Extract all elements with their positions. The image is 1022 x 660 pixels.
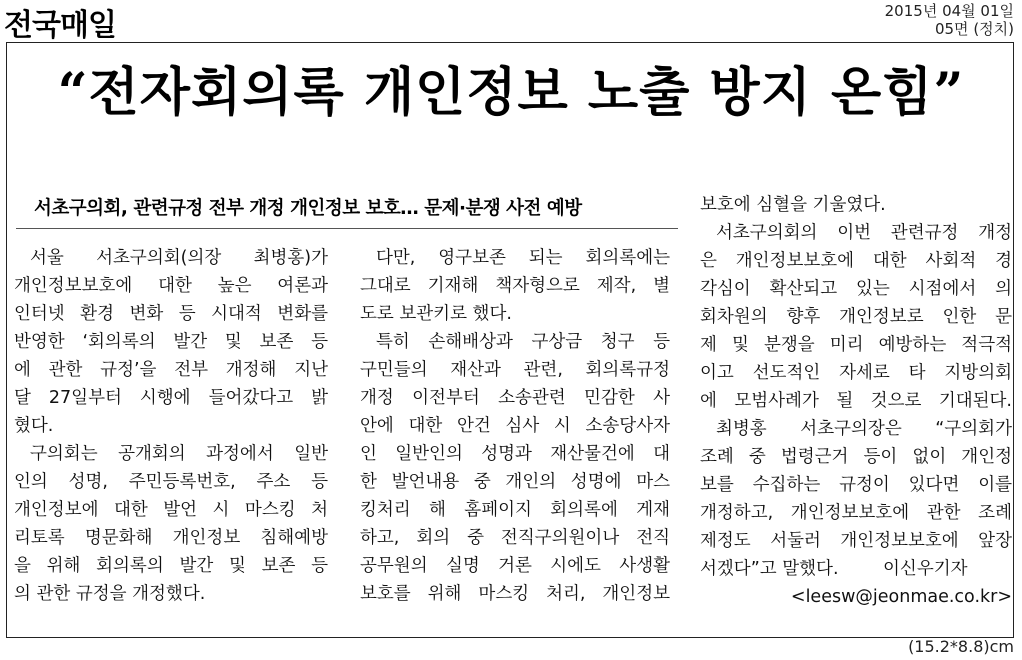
text-line: 서초구의회의 이번 관련규정 개정 xyxy=(716,223,1012,243)
text-line: 특히 손해배상과 구상금 청구 등 xyxy=(376,332,670,352)
text-line: 보를 수집하는 규정이 있다면 이를 xyxy=(700,475,1012,495)
article-size-note: (15.2*8.8)cm xyxy=(908,637,1014,656)
reporter-email: <leesw@jeonmae.co.kr> xyxy=(790,587,1012,607)
text-line: 하고, 회의 중 전직구의원이나 전직 xyxy=(360,528,670,548)
publication-date: 2015년 04월 01일 xyxy=(884,2,1014,20)
text-line: 개정 이전부터 소송관련 민감한 사 xyxy=(360,388,670,408)
text-line: 개인정보에 대한 발언 시 마스킹 처 xyxy=(14,500,328,520)
text-line: 은 개인정보보호에 대한 사회적 경 xyxy=(700,251,1012,271)
byline-line: 서겠다”고 말했다. 이신우기자 xyxy=(700,559,968,579)
article-column-1 xyxy=(14,244,328,608)
text-line: 킹처리 해 홈페이지 회의록에 게재 xyxy=(360,500,670,520)
text-line: 최병홍 서초구의장은 “구의회가 xyxy=(716,419,1012,439)
text-line: 보호에 심혈을 기울였다. xyxy=(700,195,886,215)
text-line: 다만, 영구보존 되는 회의록에는 xyxy=(376,248,670,268)
article-column-3 xyxy=(700,191,1012,611)
text-line: 개인정보보호에 대한 높은 여론과 xyxy=(14,276,328,296)
text-line: 에 모범사례가 될 것으로 기대된다. xyxy=(700,391,1012,411)
text-line: 을 위해 회의록의 발간 및 보존 등 xyxy=(14,556,328,576)
article-column-2 xyxy=(360,244,670,608)
text-line: 반영한 ‘회의록의 발간 및 보존 등 xyxy=(14,332,328,352)
text-line: 공무원의 실명 거론 시에도 사생활 xyxy=(360,556,670,576)
text-line: 리토록 명문화해 개인정보 침해예방 xyxy=(14,528,328,548)
text-line: 인터넷 환경 변화 등 시대적 변화를 xyxy=(14,304,328,324)
text-line: 안에 대한 안건 심사 시 소송당사자 xyxy=(360,416,670,436)
text-line: 구의회는 공개회의 과정에서 일반 xyxy=(30,444,328,464)
text-line: 개정하고, 개인정보보호에 관한 조례 xyxy=(700,503,1012,523)
text-line: 한 발언내용 중 개인의 성명에 마스 xyxy=(360,472,670,492)
text-line: 각심이 확산되고 있는 시점에서 의 xyxy=(700,279,1012,299)
text-line: 제정도 서둘러 개인정보보호에 앞장 xyxy=(700,531,1012,551)
article-subheadline: 서초구의회, 관련규정 전부 개정 개인정보 보호… 문제·분쟁 사전 예방 xyxy=(34,198,582,219)
text-line: 혔다. xyxy=(14,416,54,436)
text-line: 그대로 기재해 책자형으로 제작, 별 xyxy=(360,276,670,296)
newspaper-masthead: 전국매일 xyxy=(4,8,116,43)
text-line: 에 관한 규정’을 전부 개정해 지난 xyxy=(14,360,328,380)
text-line: 도로 보관키로 했다. xyxy=(360,304,512,324)
text-line: 달 27일부터 시행에 들어갔다고 밝 xyxy=(14,388,328,408)
text-line: 보호를 위해 마스킹 처리, 개인정보 xyxy=(360,584,670,604)
publication-meta xyxy=(885,2,1014,38)
subheadline-divider xyxy=(16,228,678,229)
text-line: 인의 성명, 주민등록번호, 주소 등 xyxy=(14,472,328,492)
text-line: 의 관한 규정을 개정했다. xyxy=(14,584,206,604)
text-line: 이고 선도적인 자세로 타 지방의회 xyxy=(700,363,1012,383)
text-line: 제 및 분쟁을 미리 예방하는 적극적 xyxy=(700,335,1012,355)
text-line: 서울 서초구의회(의장 최병홍)가 xyxy=(30,248,328,268)
text-line: 회차원의 향후 개인정보로 인한 문 xyxy=(700,307,1012,327)
text-line: 조례 중 법령근거 등이 없이 개인정 xyxy=(700,447,1012,467)
text-line: 구민들의 재산과 관련, 회의록규정 xyxy=(360,360,670,380)
text-line: 인 일반인의 성명과 재산물건에 대 xyxy=(360,444,670,464)
page-section: 05면 (정치) xyxy=(934,20,1014,38)
article-headline: “전자회의록 개인정보 노출 방지 온힘” xyxy=(57,62,965,123)
